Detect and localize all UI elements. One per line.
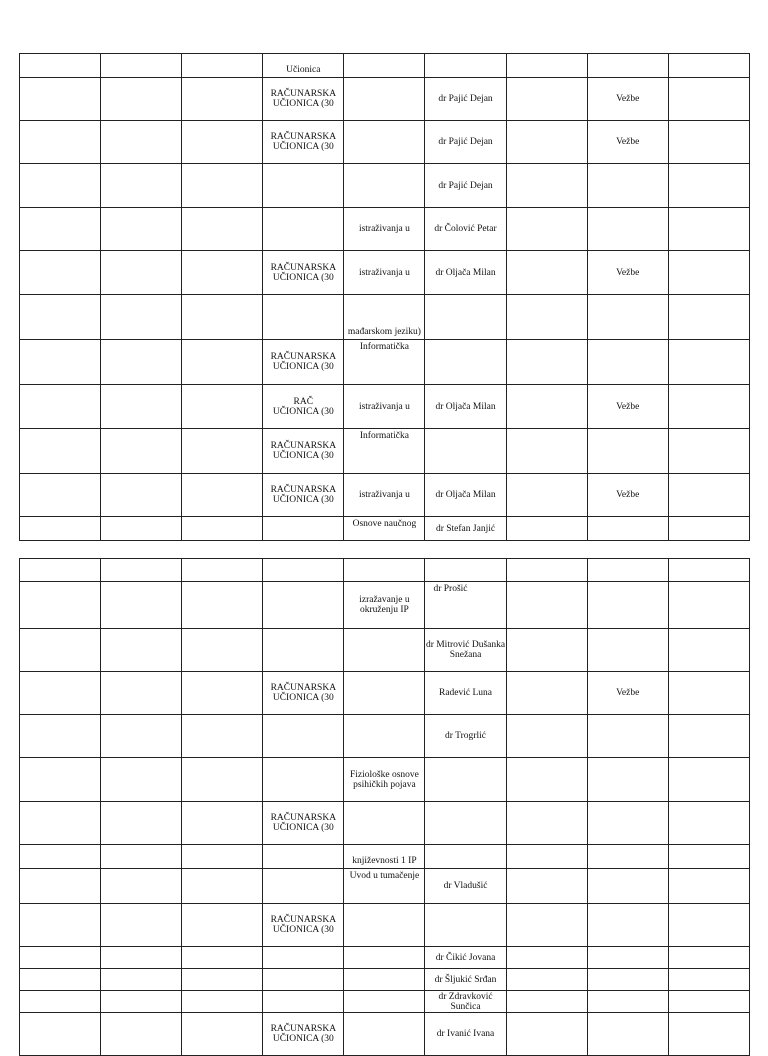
empty-cell — [20, 904, 101, 947]
empty-cell — [101, 121, 182, 164]
empty-cell — [101, 947, 182, 969]
empty-cell — [506, 54, 587, 78]
table-row — [20, 904, 750, 947]
course-cell — [344, 802, 425, 845]
table-row — [20, 582, 750, 629]
empty-cell — [101, 474, 182, 517]
course-cell — [344, 78, 425, 121]
empty-cell — [668, 517, 749, 541]
class-type-cell — [587, 991, 668, 1013]
class-type-cell: Vežbe — [587, 251, 668, 295]
empty-cell — [182, 385, 263, 429]
course-cell: mađarskom jeziku) — [344, 295, 425, 340]
room-cell — [263, 991, 344, 1013]
empty-cell — [668, 715, 749, 758]
empty-cell — [506, 340, 587, 385]
empty-cell — [20, 559, 101, 582]
course-cell — [344, 715, 425, 758]
course-cell: izražavanje u okruženju IP — [344, 582, 425, 629]
empty-cell — [101, 1013, 182, 1056]
empty-cell — [668, 474, 749, 517]
teacher-cell: dr Oljača Milan — [425, 474, 506, 517]
course-cell: Uvod u tumačenje — [344, 869, 425, 904]
empty-cell — [506, 559, 587, 582]
empty-cell — [182, 474, 263, 517]
empty-cell — [668, 582, 749, 629]
empty-cell — [668, 904, 749, 947]
room-cell — [263, 715, 344, 758]
empty-cell — [20, 429, 101, 474]
room-cell — [263, 517, 344, 541]
teacher-cell: dr Mitrović Dušanka Snežana — [425, 629, 506, 672]
empty-cell — [20, 947, 101, 969]
course-cell — [344, 54, 425, 78]
empty-cell — [668, 629, 749, 672]
room-cell: RAČUNARSKA UČIONICA (30 — [263, 121, 344, 164]
course-cell: književnosti 1 IP — [344, 845, 425, 869]
empty-cell — [101, 251, 182, 295]
teacher-cell: dr Oljača Milan — [425, 385, 506, 429]
room-cell: RAČUNARSKA UČIONICA (30 — [263, 429, 344, 474]
teacher-cell — [425, 559, 506, 582]
empty-cell — [20, 715, 101, 758]
room-cell: Učionica — [263, 54, 344, 78]
class-type-cell — [587, 340, 668, 385]
empty-cell — [101, 517, 182, 541]
empty-cell — [668, 869, 749, 904]
empty-cell — [101, 208, 182, 251]
empty-cell — [182, 947, 263, 969]
table-row — [20, 429, 750, 474]
room-cell — [263, 164, 344, 208]
room-cell — [263, 869, 344, 904]
empty-cell — [506, 672, 587, 715]
table-row — [20, 845, 750, 869]
course-cell — [344, 969, 425, 991]
table-row — [20, 121, 750, 164]
empty-cell — [668, 385, 749, 429]
class-type-cell — [587, 54, 668, 78]
room-cell — [263, 969, 344, 991]
course-cell: Osnove naučnog — [344, 517, 425, 541]
class-type-cell — [587, 517, 668, 541]
empty-cell — [506, 295, 587, 340]
room-cell — [263, 758, 344, 802]
empty-cell — [182, 208, 263, 251]
empty-cell — [20, 517, 101, 541]
class-type-cell: Vežbe — [587, 78, 668, 121]
table-row — [20, 517, 750, 541]
room-cell: RAČUNARSKA UČIONICA (30 — [263, 251, 344, 295]
teacher-cell: dr Čolović Petar — [425, 208, 506, 251]
class-type-cell: Vežbe — [587, 672, 668, 715]
table-row — [20, 295, 750, 340]
table-row — [20, 78, 750, 121]
teacher-cell: Radević Luna — [425, 672, 506, 715]
empty-cell — [101, 869, 182, 904]
room-cell — [263, 295, 344, 340]
class-type-cell — [587, 715, 668, 758]
teacher-cell: dr Oljača Milan — [425, 251, 506, 295]
empty-cell — [182, 802, 263, 845]
empty-cell — [182, 969, 263, 991]
table-row — [20, 559, 750, 582]
schedule-table-bottom — [19, 558, 750, 1056]
class-type-cell — [587, 869, 668, 904]
table-row — [20, 947, 750, 969]
class-type-cell — [587, 947, 668, 969]
empty-cell — [506, 869, 587, 904]
teacher-cell: dr Stefan Janjić — [425, 517, 506, 541]
teacher-cell — [425, 340, 506, 385]
room-cell: RAČUNARSKA UČIONICA (30 — [263, 340, 344, 385]
empty-cell — [101, 758, 182, 802]
empty-cell — [506, 429, 587, 474]
empty-cell — [182, 78, 263, 121]
class-type-cell — [587, 802, 668, 845]
empty-cell — [668, 559, 749, 582]
class-type-cell — [587, 295, 668, 340]
empty-cell — [182, 559, 263, 582]
empty-cell — [506, 78, 587, 121]
class-type-cell — [587, 559, 668, 582]
teacher-cell: dr Pajić Dejan — [425, 164, 506, 208]
room-cell — [263, 582, 344, 629]
empty-cell — [20, 629, 101, 672]
empty-cell — [506, 715, 587, 758]
empty-cell — [20, 251, 101, 295]
empty-cell — [506, 904, 587, 947]
course-cell: Informatička — [344, 340, 425, 385]
empty-cell — [506, 947, 587, 969]
schedule-table-top — [19, 53, 750, 541]
empty-cell — [668, 340, 749, 385]
table-row — [20, 340, 750, 385]
empty-cell — [20, 582, 101, 629]
empty-cell — [668, 251, 749, 295]
empty-cell — [20, 340, 101, 385]
empty-cell — [182, 1013, 263, 1056]
room-cell — [263, 947, 344, 969]
room-cell — [263, 845, 344, 869]
empty-cell — [668, 295, 749, 340]
empty-cell — [506, 121, 587, 164]
empty-cell — [101, 78, 182, 121]
empty-cell — [101, 559, 182, 582]
empty-cell — [506, 385, 587, 429]
room-cell: RAČUNARSKA UČIONICA (30 — [263, 904, 344, 947]
table-row — [20, 969, 750, 991]
empty-cell — [101, 991, 182, 1013]
empty-cell — [182, 121, 263, 164]
course-cell — [344, 559, 425, 582]
course-cell — [344, 947, 425, 969]
class-type-cell — [587, 969, 668, 991]
room-cell — [263, 559, 344, 582]
class-type-cell — [587, 582, 668, 629]
empty-cell — [20, 164, 101, 208]
empty-cell — [101, 385, 182, 429]
teacher-cell: dr Ivanić Ivana — [425, 1013, 506, 1056]
empty-cell — [20, 54, 101, 78]
empty-cell — [668, 1013, 749, 1056]
empty-cell — [182, 672, 263, 715]
table-row — [20, 715, 750, 758]
class-type-cell — [587, 845, 668, 869]
empty-cell — [20, 208, 101, 251]
empty-cell — [20, 1013, 101, 1056]
empty-cell — [182, 429, 263, 474]
table-row — [20, 474, 750, 517]
table-row — [20, 54, 750, 78]
course-cell — [344, 904, 425, 947]
empty-cell — [20, 121, 101, 164]
empty-cell — [668, 758, 749, 802]
class-type-cell — [587, 1013, 668, 1056]
table-row — [20, 991, 750, 1013]
schedule-table-bottom-body — [20, 559, 750, 1056]
table-row — [20, 385, 750, 429]
empty-cell — [101, 672, 182, 715]
empty-cell — [182, 715, 263, 758]
class-type-cell: Vežbe — [587, 385, 668, 429]
empty-cell — [668, 845, 749, 869]
empty-cell — [506, 969, 587, 991]
empty-cell — [20, 474, 101, 517]
empty-cell — [101, 845, 182, 869]
empty-cell — [20, 78, 101, 121]
empty-cell — [20, 672, 101, 715]
teacher-cell — [425, 295, 506, 340]
empty-cell — [506, 758, 587, 802]
empty-cell — [668, 969, 749, 991]
room-cell: RAČUNARSKA UČIONICA (30 — [263, 802, 344, 845]
empty-cell — [20, 758, 101, 802]
class-type-cell: Vežbe — [587, 121, 668, 164]
empty-cell — [182, 582, 263, 629]
course-cell — [344, 672, 425, 715]
empty-cell — [182, 629, 263, 672]
empty-cell — [506, 517, 587, 541]
course-cell: Fiziološke osnove psihičkih pojava — [344, 758, 425, 802]
empty-cell — [101, 969, 182, 991]
teacher-cell: dr Zdravković Sunčica — [425, 991, 506, 1013]
empty-cell — [101, 904, 182, 947]
room-cell: RAČ UČIONICA (30 — [263, 385, 344, 429]
empty-cell — [506, 251, 587, 295]
teacher-cell — [425, 802, 506, 845]
empty-cell — [20, 991, 101, 1013]
empty-cell — [20, 295, 101, 340]
empty-cell — [101, 715, 182, 758]
table-row — [20, 758, 750, 802]
course-cell — [344, 1013, 425, 1056]
room-cell: RAČUNARSKA UČIONICA (30 — [263, 474, 344, 517]
course-cell: istraživanja u — [344, 251, 425, 295]
table-row — [20, 208, 750, 251]
room-cell: RAČUNARSKA UČIONICA (30 — [263, 78, 344, 121]
empty-cell — [668, 208, 749, 251]
empty-cell — [101, 802, 182, 845]
empty-cell — [506, 845, 587, 869]
empty-cell — [668, 121, 749, 164]
empty-cell — [506, 802, 587, 845]
empty-cell — [182, 904, 263, 947]
teacher-cell — [425, 904, 506, 947]
empty-cell — [182, 164, 263, 208]
room-cell: RAČUNARSKA UČIONICA (30 — [263, 1013, 344, 1056]
course-cell: Informatička — [344, 429, 425, 474]
empty-cell — [668, 429, 749, 474]
table-row — [20, 672, 750, 715]
empty-cell — [182, 758, 263, 802]
class-type-cell — [587, 208, 668, 251]
course-cell: istraživanja u — [344, 385, 425, 429]
table-row — [20, 1013, 750, 1056]
empty-cell — [506, 474, 587, 517]
schedule-table-top-body — [20, 54, 750, 541]
teacher-cell: dr Trogrlić — [425, 715, 506, 758]
teacher-cell: dr Pajić Dejan — [425, 121, 506, 164]
room-cell — [263, 208, 344, 251]
empty-cell — [20, 802, 101, 845]
table-row — [20, 869, 750, 904]
empty-cell — [101, 340, 182, 385]
empty-cell — [668, 947, 749, 969]
empty-cell — [20, 385, 101, 429]
table-row — [20, 164, 750, 208]
class-type-cell — [587, 758, 668, 802]
room-cell — [263, 629, 344, 672]
empty-cell — [506, 991, 587, 1013]
class-type-cell — [587, 904, 668, 947]
empty-cell — [20, 869, 101, 904]
empty-cell — [506, 164, 587, 208]
teacher-cell: dr Vladušić — [425, 869, 506, 904]
table-row — [20, 629, 750, 672]
empty-cell — [182, 869, 263, 904]
course-cell — [344, 629, 425, 672]
teacher-cell — [425, 54, 506, 78]
teacher-cell — [425, 758, 506, 802]
empty-cell — [506, 1013, 587, 1056]
empty-cell — [182, 251, 263, 295]
empty-cell — [668, 802, 749, 845]
room-cell: RAČUNARSKA UČIONICA (30 — [263, 672, 344, 715]
empty-cell — [182, 991, 263, 1013]
empty-cell — [182, 845, 263, 869]
empty-cell — [101, 295, 182, 340]
empty-cell — [182, 54, 263, 78]
empty-cell — [668, 672, 749, 715]
empty-cell — [506, 208, 587, 251]
teacher-cell — [425, 845, 506, 869]
class-type-cell — [587, 429, 668, 474]
empty-cell — [182, 517, 263, 541]
course-cell — [344, 991, 425, 1013]
teacher-cell: dr Čikić Jovana — [425, 947, 506, 969]
class-type-cell: Vežbe — [587, 474, 668, 517]
course-cell — [344, 164, 425, 208]
empty-cell — [101, 629, 182, 672]
teacher-cell — [425, 429, 506, 474]
empty-cell — [668, 78, 749, 121]
empty-cell — [182, 340, 263, 385]
empty-cell — [506, 582, 587, 629]
class-type-cell — [587, 629, 668, 672]
empty-cell — [506, 629, 587, 672]
empty-cell — [182, 295, 263, 340]
empty-cell — [101, 54, 182, 78]
empty-cell — [101, 582, 182, 629]
table-row — [20, 251, 750, 295]
course-cell: istraživanja u — [344, 474, 425, 517]
class-type-cell — [587, 164, 668, 208]
course-cell: istraživanja u — [344, 208, 425, 251]
empty-cell — [668, 164, 749, 208]
course-cell — [344, 121, 425, 164]
empty-cell — [101, 429, 182, 474]
table-row — [20, 802, 750, 845]
teacher-cell: dr Šljukić Srđan — [425, 969, 506, 991]
empty-cell — [20, 969, 101, 991]
teacher-cell: dr Pajić Dejan — [425, 78, 506, 121]
empty-cell — [101, 164, 182, 208]
empty-cell — [668, 54, 749, 78]
empty-cell — [20, 845, 101, 869]
teacher-cell: dr Prošić — [425, 582, 506, 629]
empty-cell — [668, 991, 749, 1013]
